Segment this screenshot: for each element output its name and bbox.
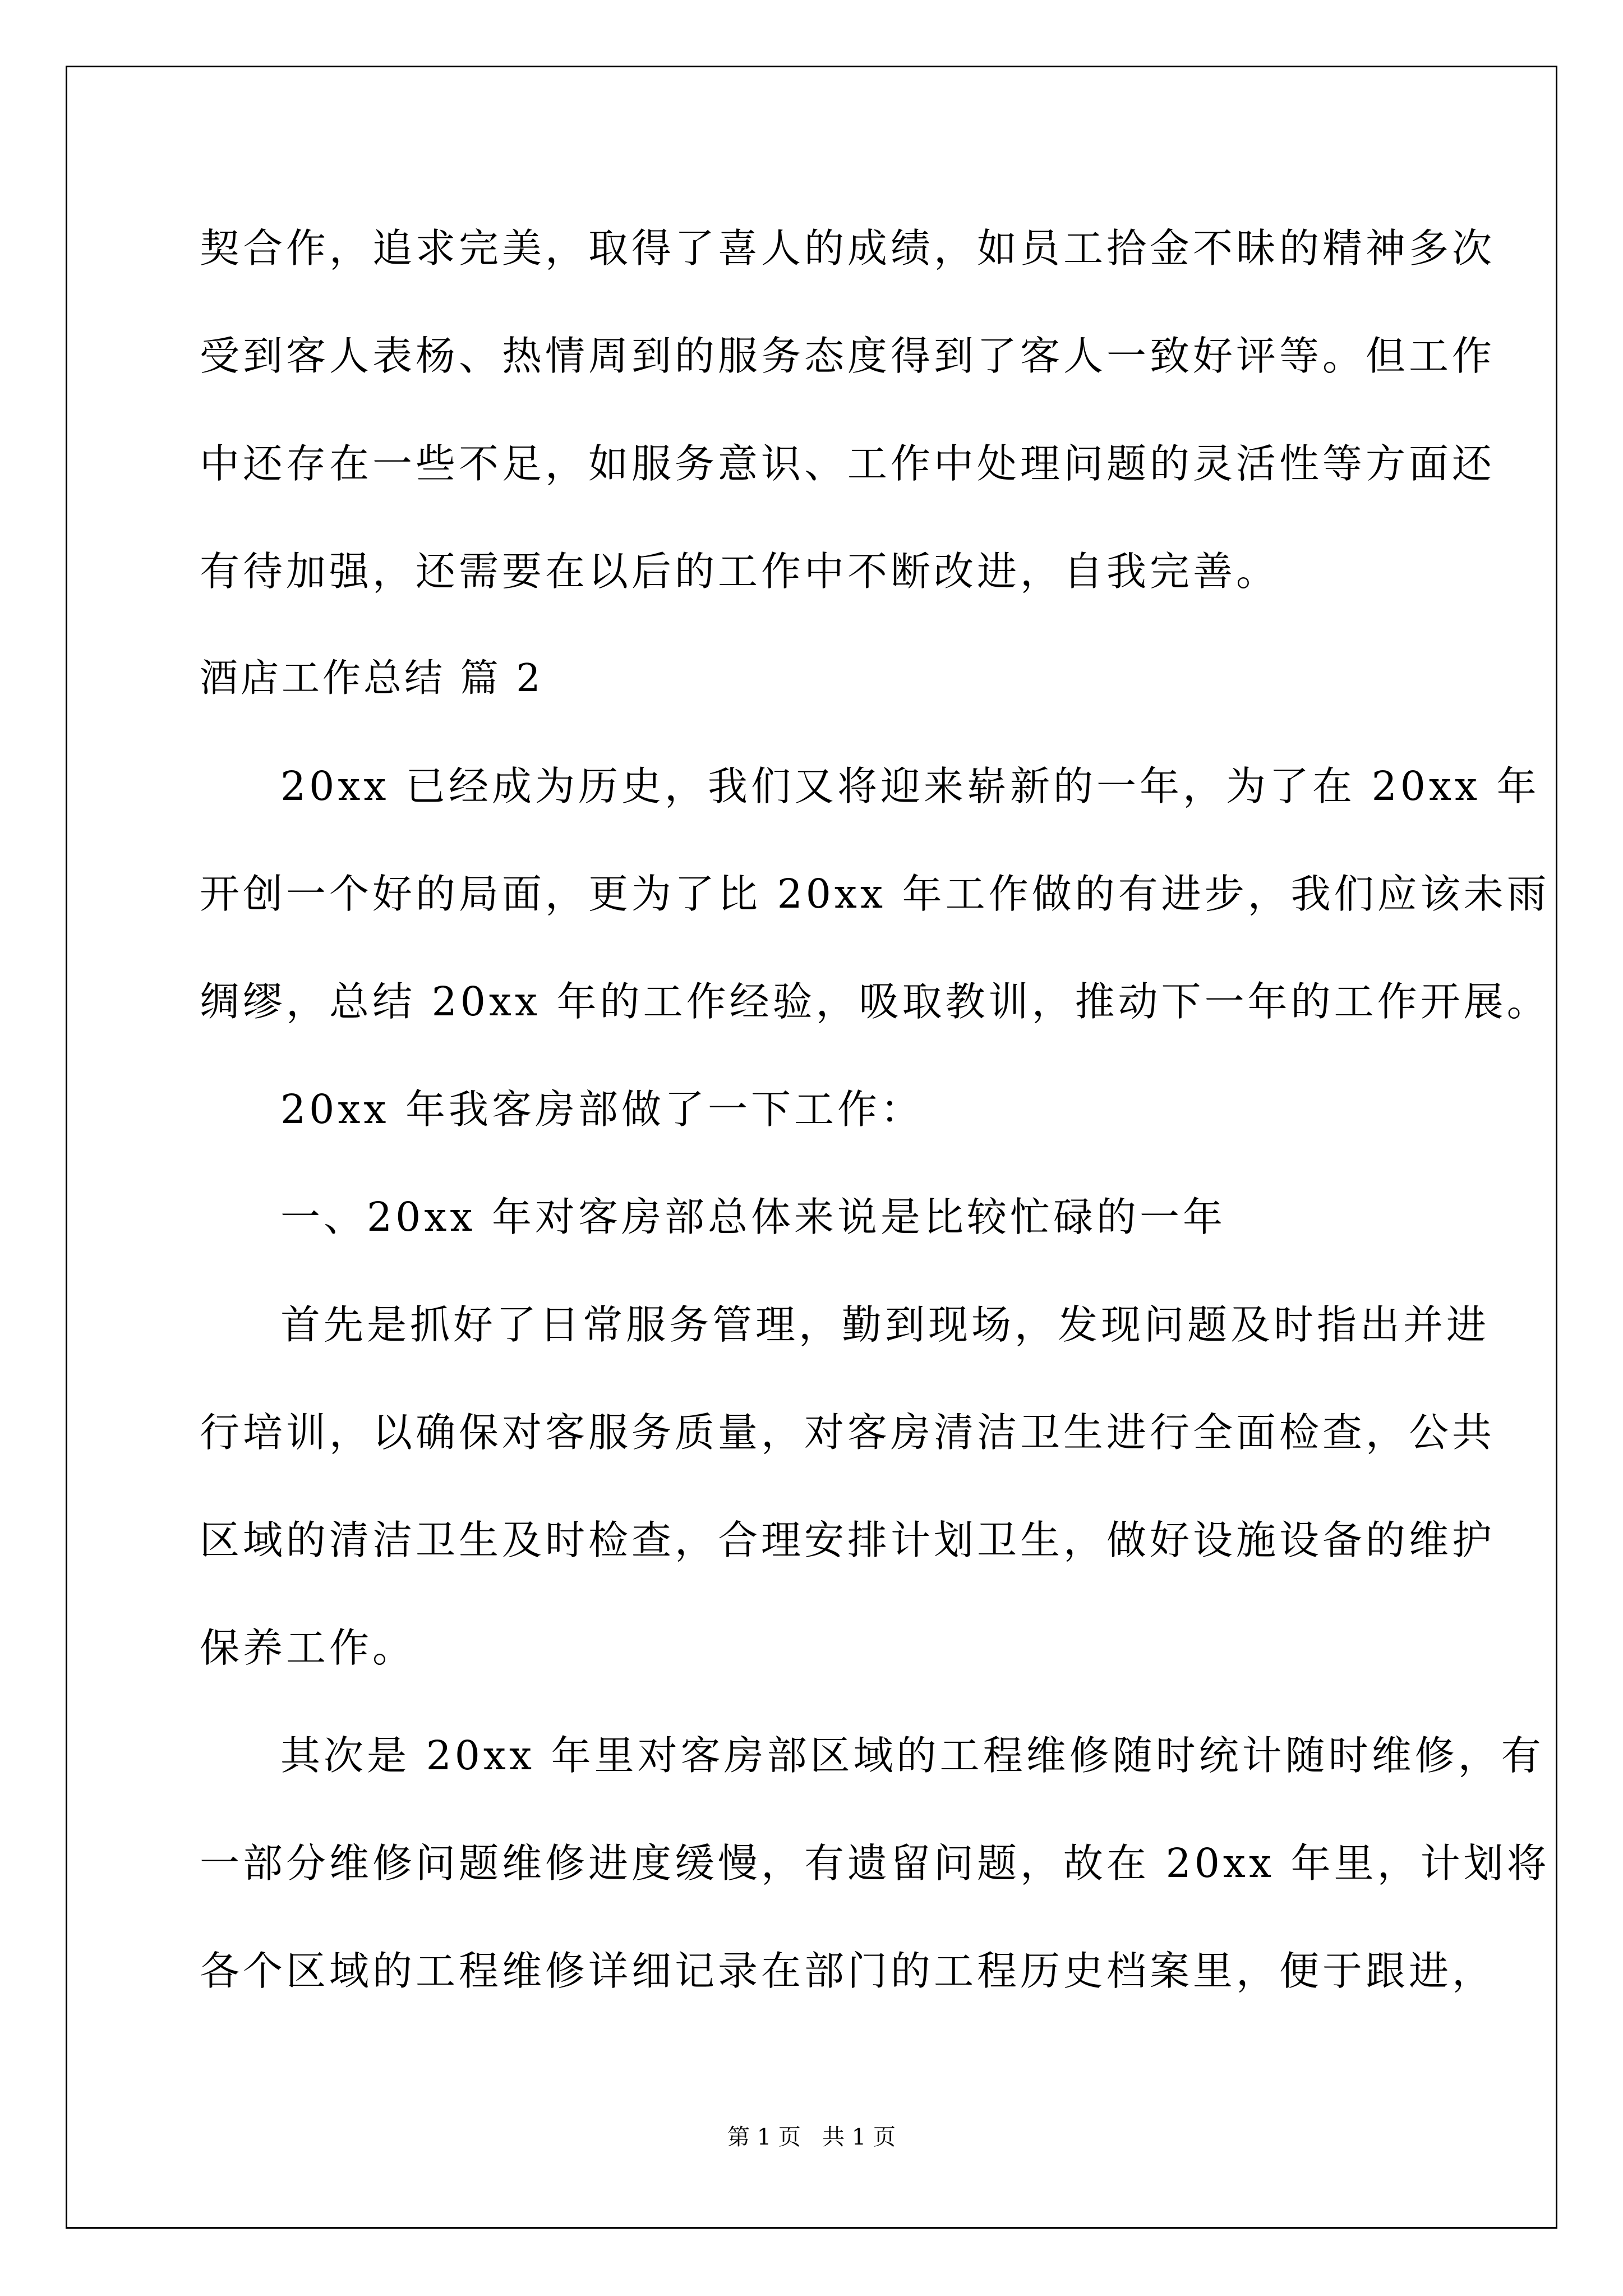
page-border xyxy=(66,66,1557,2229)
body-text-line: 中还存在一些不足，如服务意识、工作中处理问题的灵活性等方面还 xyxy=(200,440,1496,487)
subsection-heading: 一、20xx 年对客房部总体来说是比较忙碌的一年 xyxy=(280,1194,1226,1240)
section-heading: 酒店工作总结 篇 2 xyxy=(200,656,543,701)
body-text-line: 绸缪，总结 20xx 年的工作经验，吸取教训，推动下一年的工作开展。 xyxy=(200,978,1550,1025)
body-text-line: 受到客人表杨、热情周到的服务态度得到了客人一致好评等。但工作 xyxy=(200,333,1496,379)
body-text-line: 契合作，追求完美，取得了喜人的成绩，如员工拾金不昧的精神多次 xyxy=(200,225,1496,272)
body-text-line: 一部分维修问题维修进度缓慢，有遗留问题，故在 20xx 年里，计划将 xyxy=(200,1840,1550,1887)
body-text-line: 20xx 年我客房部做了一下工作： xyxy=(280,1086,924,1133)
body-text-line: 行培训，以确保对客服务质量，对客房清洁卫生进行全面检查，公共 xyxy=(200,1409,1496,1456)
body-text-line: 20xx 已经成为历史，我们又将迎来崭新的一年，为了在 20xx 年 xyxy=(280,763,1540,809)
body-text-line: 保养工作。 xyxy=(200,1625,416,1671)
body-text-line: 其次是 20xx 年里对客房部区域的工程维修随时统计随时维修，有 xyxy=(280,1732,1544,1779)
body-text-line: 首先是抓好了日常服务管理，勤到现场，发现问题及时指出并进 xyxy=(280,1301,1490,1348)
page-footer: 第 1 页 共 1 页 xyxy=(727,2124,896,2150)
body-text-line: 各个区域的工程维修详细记录在部门的工程历史档案里，便于跟进， xyxy=(200,1948,1496,1994)
body-text-line: 开创一个好的局面，更为了比 20xx 年工作做的有进步，我们应该未雨 xyxy=(200,871,1550,917)
body-text-line: 有待加强，还需要在以后的工作中不断改进，自我完善。 xyxy=(200,548,1280,595)
body-text-line: 区域的清洁卫生及时检查，合理安排计划卫生，做好设施设备的维护 xyxy=(200,1517,1496,1563)
